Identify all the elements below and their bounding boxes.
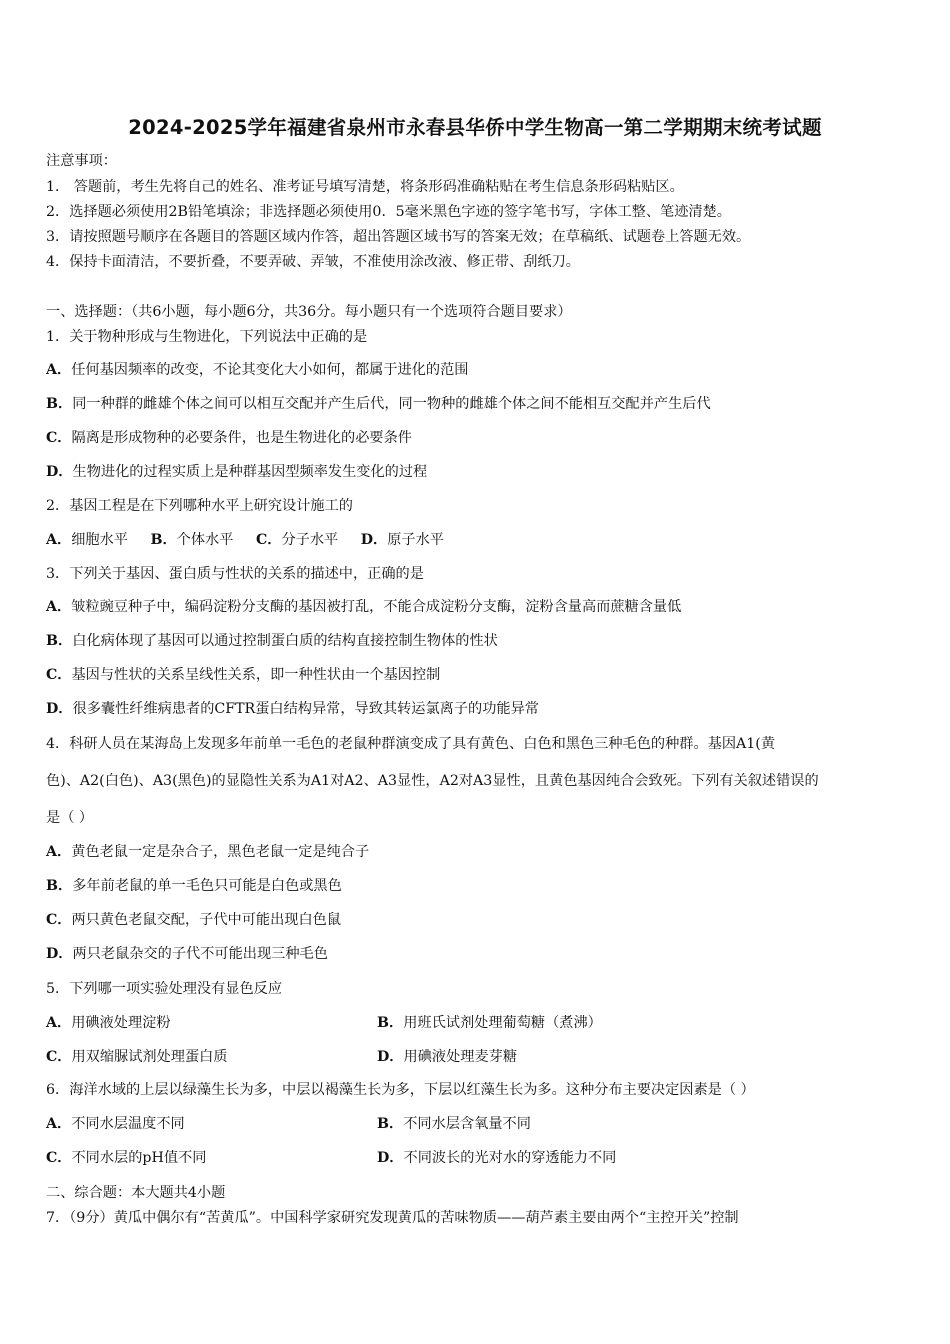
option-letter: A． — [46, 362, 72, 378]
option-text: 不同水层的pH值不同 — [71, 1150, 207, 1166]
option-letter: C． — [46, 1150, 72, 1166]
option-text: 个体水平 — [176, 532, 234, 548]
option-text: 不同水层温度不同 — [71, 1116, 185, 1132]
option-text: 白化病体现了基因可以通过控制蛋白质的结构直接控制生物体的性状 — [72, 633, 498, 649]
option-row — [46, 530, 462, 550]
option-letter: C． — [46, 1049, 72, 1065]
notice-item: 2．选择题必须使用2B铅笔填涂；非选择题必须使用0．5毫米黑色字迹的签字笔书写，字体工整、笔迹清楚。 — [46, 204, 731, 220]
option-text: 不同波长的光对水的穿透能力不同 — [403, 1150, 617, 1166]
option-letter: A． — [46, 599, 72, 615]
option-letter: A． — [46, 1015, 72, 1031]
option — [46, 462, 427, 482]
question-stem-text: 4．科研人员在某海岛上发现多年前单一毛色的老鼠种群演变成了具有黄色、白色和黑色三种毛色的种群。基因 — [46, 736, 737, 752]
option — [46, 1114, 185, 1134]
option-text: 分子水平 — [281, 532, 339, 548]
option-text: 用碘液处理麦芽糖 — [403, 1049, 518, 1065]
option-letter: B． — [377, 1116, 404, 1132]
option — [46, 910, 341, 930]
option-letter: C． — [46, 912, 72, 928]
gene-label: A1(黄 — [736, 736, 776, 752]
option-letter: D． — [377, 1150, 404, 1166]
option-text: 很多囊性纤维病患者的CFTR蛋白结构异常，导致其转运氯离子的功能异常 — [72, 701, 539, 717]
question-stem-line: 色)、A2(白色)、A3(黑色)的显隐性关系为A1对A2、A3显性，A2对A3显性，且黄色基因纯合会致死。下列有关叙述错误的 — [46, 773, 819, 789]
option — [46, 597, 681, 617]
question-stem: 5．下列哪一项实验处理没有显色反应 — [46, 981, 283, 997]
option-text: 两只黄色老鼠交配，子代中可能出现白色鼠 — [71, 912, 342, 928]
option-text: 任何基因频率的改变，不论其变化大小如何，都属于进化的范围 — [71, 362, 469, 378]
option — [46, 532, 128, 548]
option — [46, 699, 539, 719]
option — [46, 876, 342, 896]
question-stem: 6．海洋水域的上层以绿藻生长为多，中层以褐藻生长为多，下层以红藻生长为多。这种分布主要决定因素是（ ） — [46, 1082, 755, 1098]
option-letter: D． — [46, 701, 73, 717]
option-text: 多年前老鼠的单一毛色只可能是白色或黑色 — [72, 878, 342, 894]
option — [46, 631, 498, 651]
option-letter: A． — [46, 1116, 72, 1132]
question-stem — [46, 734, 775, 754]
option-text: 用双缩脲试剂处理蛋白质 — [71, 1049, 228, 1065]
option-letter: B． — [377, 1015, 404, 1031]
option-text: 细胞水平 — [71, 532, 128, 548]
option — [46, 944, 328, 964]
option-letter: A． — [46, 844, 72, 860]
option-text: 不同水层含氧量不同 — [403, 1116, 531, 1132]
option — [361, 532, 444, 548]
page-title: 2024-2025学年福建省泉州市永春县华侨中学生物高一第二学期期末统考试题 — [128, 116, 822, 139]
option-letter: D． — [360, 532, 388, 548]
notice-item: 1． 答题前，考生先将自己的姓名、准考证号填写清楚，将条形码准确粘贴在考生信息条形码粘贴区。 — [46, 179, 684, 195]
option — [46, 428, 412, 448]
option-text: 黄色老鼠一定是杂合子，黑色老鼠一定是纯合子 — [71, 844, 370, 860]
option — [377, 1047, 517, 1067]
question-stem: 2．基因工程是在下列哪种水平上研究设计施工的 — [46, 498, 353, 514]
option-text: 皱粒豌豆种子中，编码淀粉分支酶的基因被打乱，不能合成淀粉分支酶，淀粉含量高而蔗糖含量低 — [71, 599, 682, 615]
notice-item: 4．保持卡面清洁，不要折叠，不要弄破、弄皱，不准使用涂改液、修正带、刮纸刀。 — [46, 254, 580, 270]
option — [256, 532, 338, 548]
option-text: 基因与性状的关系呈线性关系，即一种性状由一个基因控制 — [71, 667, 441, 683]
option-letter: D． — [46, 946, 73, 962]
option-text: 隔离是形成物种的必要条件，也是生物进化的必要条件 — [71, 430, 412, 446]
option — [377, 1114, 531, 1134]
question-stem: 7．（9分）黄瓜中偶尔有“苦黄瓜”。中国科学家研究发现黄瓜的苦味物质——葫芦素主要由两个“主控开关”控制 — [46, 1210, 739, 1226]
option — [46, 1148, 206, 1168]
section-heading: 一、选择题：（共6小题，每小题6分，共36分。每小题只有一个选项符合题目要求） — [46, 304, 572, 320]
notice-heading: 注意事项： — [46, 153, 117, 169]
option — [46, 842, 369, 862]
option — [46, 665, 440, 685]
option-letter: D． — [46, 464, 73, 480]
option — [150, 532, 233, 548]
option-letter: D． — [377, 1049, 404, 1065]
option-letter: C． — [46, 667, 72, 683]
option-letter: B． — [46, 633, 73, 649]
option-text: 原子水平 — [387, 532, 444, 548]
option — [377, 1148, 616, 1168]
option-letter: B． — [46, 396, 73, 412]
option-letter: B． — [46, 878, 73, 894]
option-letter: C． — [46, 430, 72, 446]
option-text: 同一种群的雌雄个体之间可以相互交配并产生后代，同一物种的雌雄个体之间不能相互交配并产生后代 — [72, 396, 711, 412]
option — [46, 1013, 171, 1033]
question-stem-line: 是（ ） — [46, 810, 94, 826]
option-letter: C． — [255, 532, 282, 548]
question-stem: 3．下列关于基因、蛋白质与性状的关系的描述中，正确的是 — [46, 566, 424, 582]
option — [377, 1013, 602, 1033]
option-text: 生物进化的过程实质上是种群基因型频率发生变化的过程 — [72, 464, 428, 480]
question-stem: 1．关于物种形成与生物进化，下列说法中正确的是 — [46, 329, 368, 345]
option-letter: B． — [150, 532, 177, 548]
option-text: 用班氏试剂处理葡萄糖（煮沸） — [403, 1015, 602, 1031]
option — [46, 394, 711, 414]
option-text: 用碘液处理淀粉 — [71, 1015, 171, 1031]
notice-item: 3．请按照题号顺序在各题目的答题区域内作答，超出答题区域书写的答案无效；在草稿纸、试题卷上答题无效。 — [46, 229, 751, 245]
option — [46, 360, 468, 380]
option-text: 两只老鼠杂交的子代不可能出现三种毛色 — [72, 946, 328, 962]
option-letter: A． — [46, 532, 72, 548]
option — [46, 1047, 228, 1067]
section-heading: 二、综合题：本大题共4小题 — [46, 1185, 226, 1201]
